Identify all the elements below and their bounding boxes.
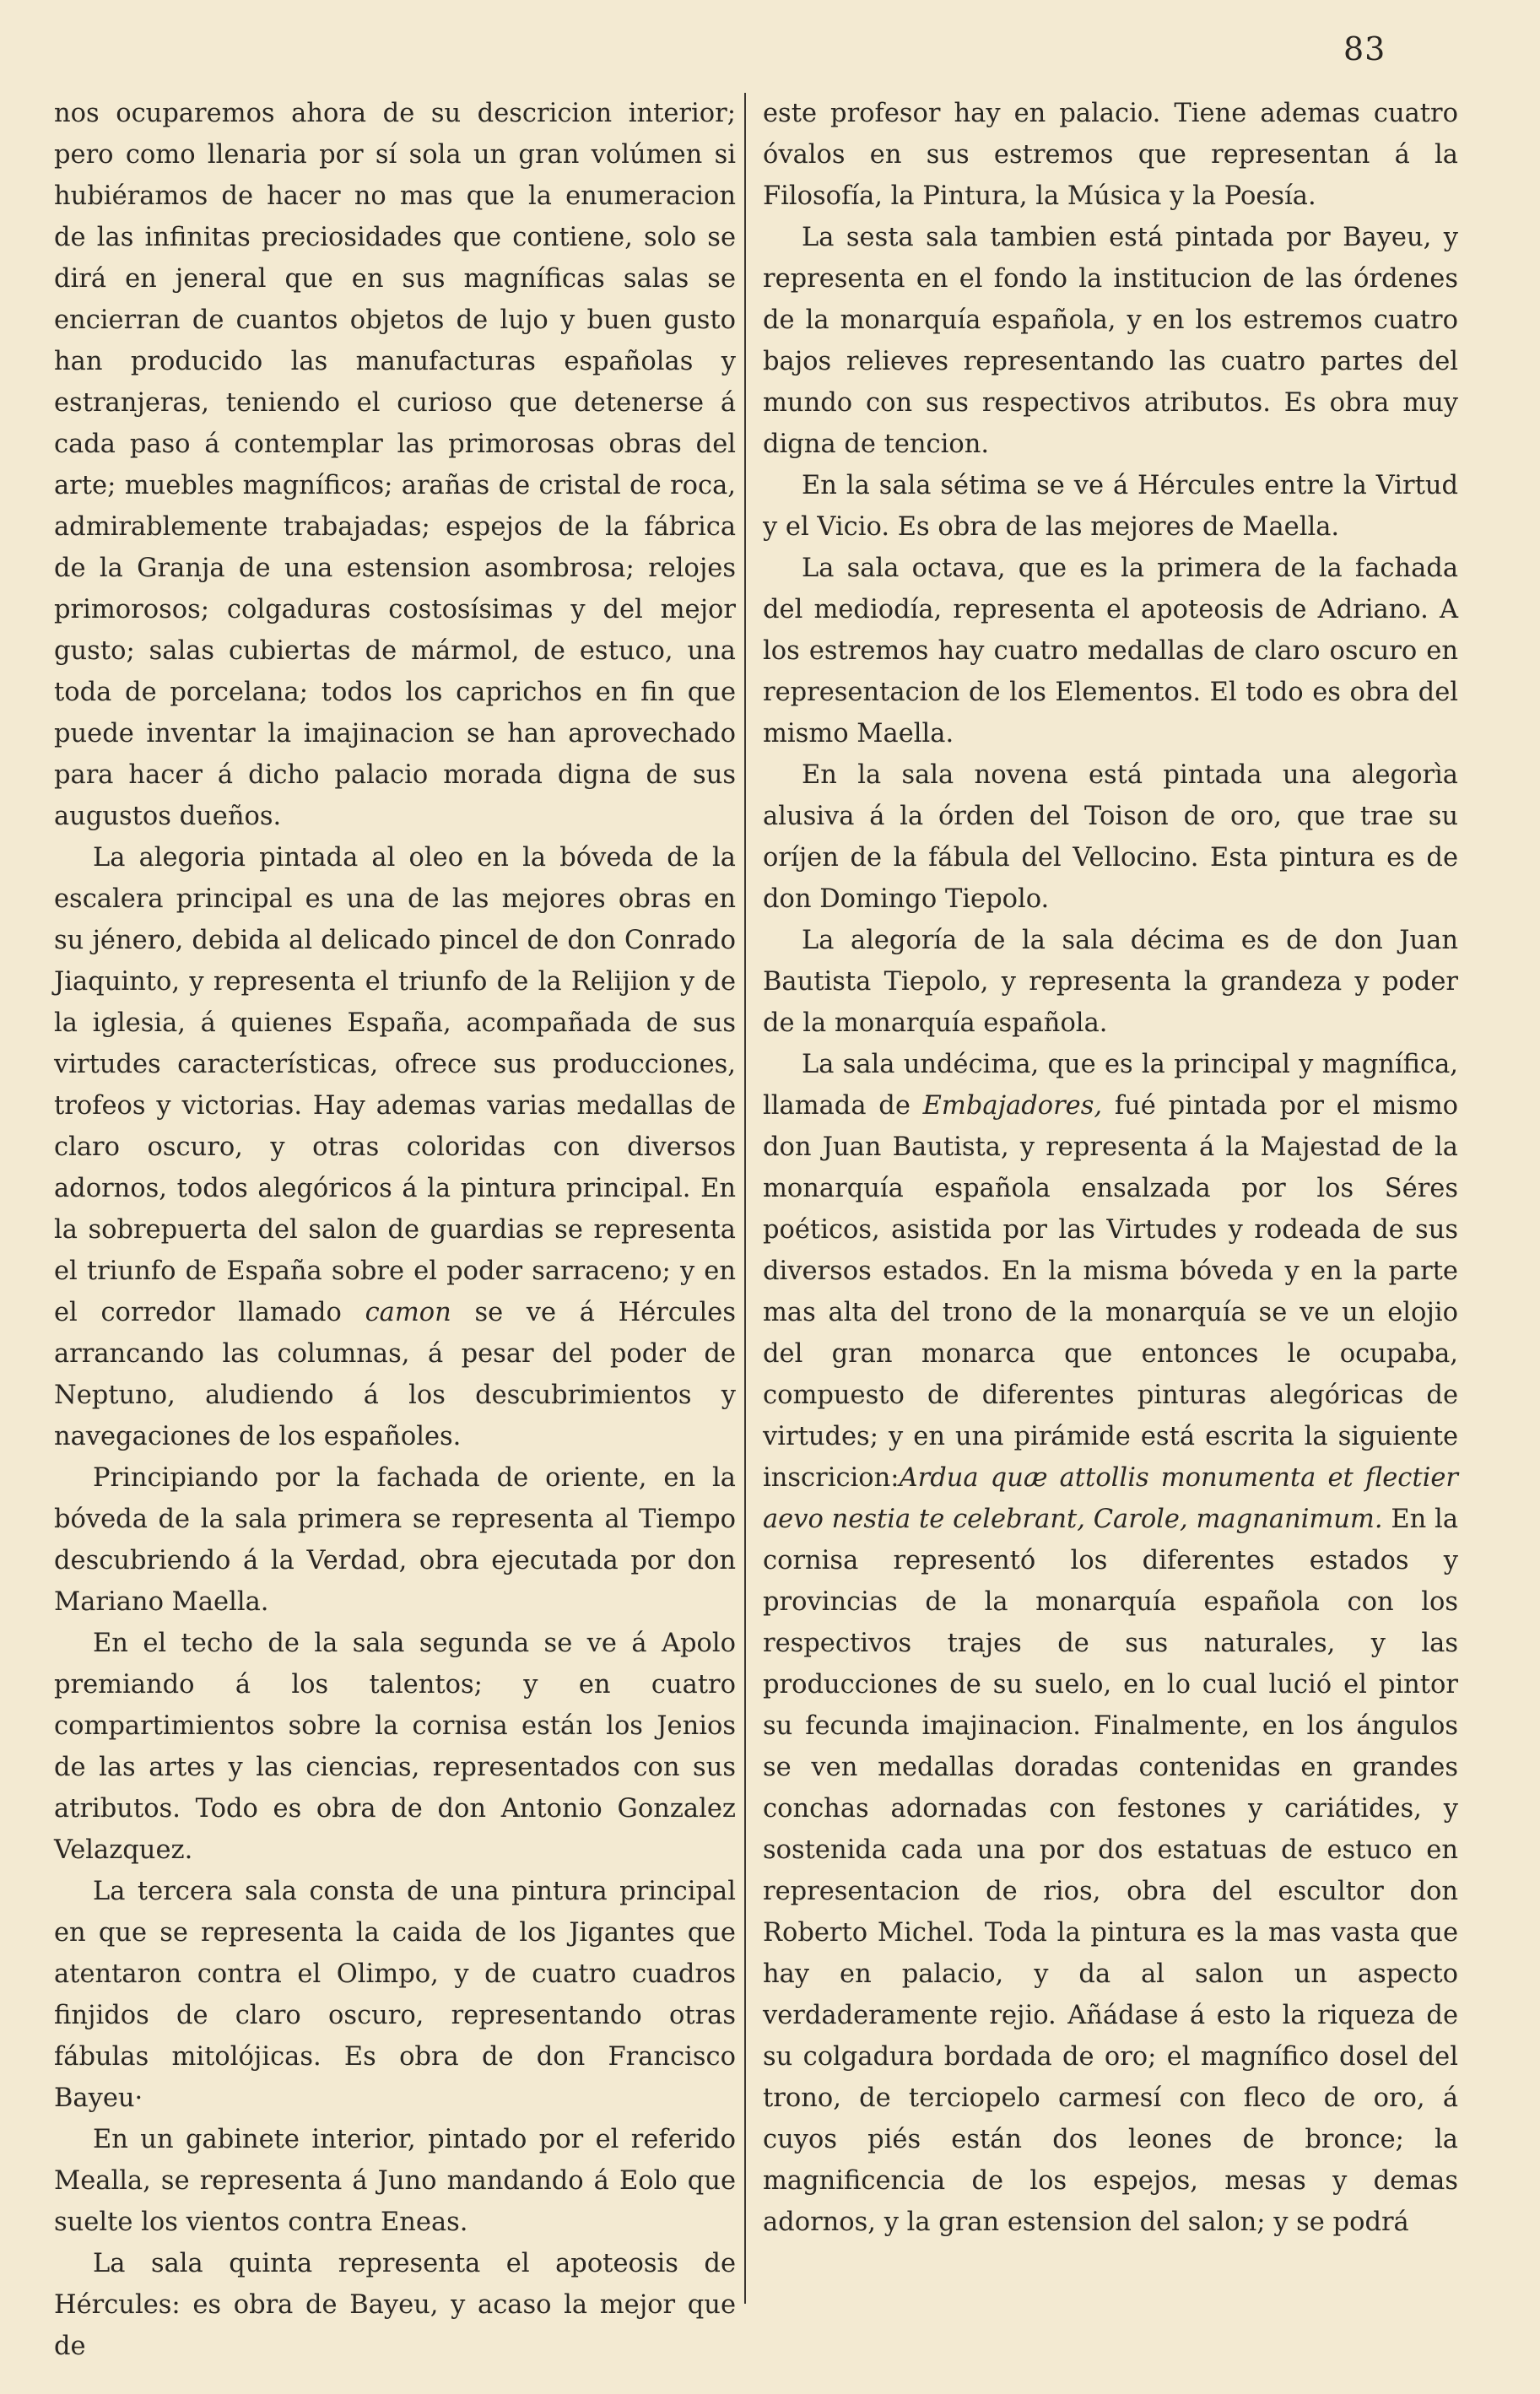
paragraph: este profesor hay en palacio. Tiene ademas cuatro óvalos en sus estremos que representan á la Filosofía, la Pintura, la Música y la Poesía. — [763, 99, 1458, 211]
page-number: 83 — [1343, 30, 1386, 68]
paragraph: En un gabinete interior, pintado por el referido Mealla, se representa á Juno mandando á Eolo que suelte los vientos contra Eneas. — [54, 2125, 736, 2237]
paragraph: En la sala sétima se ve á Hércules entre la Virtud y el Vicio. Es obra de las mejores de Maella. — [763, 471, 1458, 542]
paragraph: En la sala novena está pintada una alegorìa alusiva á la órden del Toison de oro, que trae su oríjen de la fábula del Vellocino. Esta pintura es de don Domingo Tiepolo. — [763, 760, 1458, 914]
italic-term: Embajadores, — [922, 1091, 1103, 1121]
italic-term: camon — [365, 1298, 451, 1327]
paragraph — [763, 1044, 1458, 2243]
right-column — [763, 93, 1458, 2304]
text-run: La alegoria pintada al oleo en la bóveda de la escalera principal es una de las mejores obras en su jénero, debida al delicado pincel de don Conrado Jiaquinto, y representa el triunfo de la Relijion y de la iglesia, á quienes España, acompañada de sus virtudes características, ofrece sus producciones, trofeos y victorias. Hay ademas varias medallas de claro oscuro, y otras coloridas con diversos adornos, todos alegóricos á la pintura principal. En la sobrepuerta del salon de guardias se representa el triunfo de España sobre el poder sarraceno; y en el corredor llamado — [54, 843, 736, 1327]
paragraph: nos ocuparemos ahora de su descricion interior; pero como llenaria por sí sola un gran volúmen si hubiéramos de hacer no mas que la enumeracion de las infinitas preciosidades que contiene, solo se dirá en jeneral que en sus magníficas salas se encierran de cuantos objetos de lujo y buen gusto han producido las manufacturas españolas y estranjeras, teniendo el curioso que detenerse á cada paso á contemplar las primorosas obras del arte; muebles magníficos; arañas de cristal de roca, admirablemente trabajadas; espejos de la fábrica de la Granja de una estension asombrosa; relojes primorosos; colgaduras costosísimas y del mejor gusto; salas cubiertas de mármol, de estuco, una toda de porcelana; todos los caprichos en fin que puede inventar la imajinacion se han aprovechado para hacer á dicho palacio morada digna de sus augustos dueños. — [54, 99, 736, 831]
text-run: En la cornisa representó los diferentes estados y provincias de la monarquía española con los respectivos trajes de sus naturales, y las producciones de su suelo, en lo cual lució el pintor su fecunda imajinacion. Finalmente, en los ángulos se ven medallas doradas contenidas en grandes conchas adornadas con festones y cariátides, y sostenida cada una por dos estatuas de estuco en representacion de rios, obra del escultor don Roberto Michel. Toda la pintura es la mas vasta que hay en palacio, y da al salon un aspecto verdaderamente rejio. Añádase á esto la riqueza de su colgadura bordada de oro; el magnífico dosel del trono, de terciopelo carmesí con fleco de oro, á cuyos piés están dos leones de bronce; la magnificencia de los espejos, mesas y demas adornos, y la gran estension del salon; y se podrá — [763, 1505, 1458, 2237]
text-run: se ve á Hércules arrancando las columnas, á pesar del poder de Neptuno, aludiendo á los descubrimientos y navegaciones de los españoles. — [54, 1298, 736, 1451]
left-column — [54, 93, 746, 2361]
text-run: La sala undécima, que es la principal y magnífica, llamada de — [763, 1050, 1458, 1121]
paragraph: La tercera sala consta de una pintura principal en que se representa la caida de los Jigantes que atentaron contra el Olimpo, y de cuatro cuadros finjidos de claro oscuro, representando otras fábulas mitolójicas. Es obra de don Francisco Bayeu· — [54, 1877, 736, 2113]
paragraph: La alegoría de la sala décima es de don Juan Bautista Tiepolo, y representa la grandeza y poder de la monarquía española. — [763, 926, 1458, 1038]
text-run: fué pintada por el mismo don Juan Bautista, y representa á la Majestad de la monarquía española ensalzada por los Séres poéticos, asistida por las Virtudes y rodeada de sus diversos estados. En la misma bóveda y en la parte mas alta del trono de la monarquía se ve un elojio del gran monarca que entonces le ocupaba, compuesto de diferentes pinturas alegóricas de virtudes; y en una pirámide está escrita la siguiente inscricion: — [763, 1091, 1458, 1493]
paragraph: La sesta sala tambien está pintada por Bayeu, y representa en el fondo la institucion de las órdenes de la monarquía española, y en los estremos cuatro bajos relieves representando las cuatro partes del mundo con sus respectivos atributos. Es obra muy digna de tencion. — [763, 223, 1458, 459]
latin-inscription: Ardua quæ attollis monumenta et flectier aevo nestia te celebrant, Carole, magnanimum. — [763, 1463, 1458, 1534]
paragraph: La sala octava, que es la primera de la fachada del mediodía, representa el apoteosis de Adriano. A los estremos hay cuatro medallas de claro oscuro en representacion de los Elementos. El todo es obra del mismo Maella. — [763, 554, 1458, 748]
paragraph: La sala quinta representa el apoteosis de Hércules: es obra de Bayeu, y acaso la mejor que de — [54, 2249, 736, 2361]
paragraph: Principiando por la fachada de oriente, en la bóveda de la sala primera se representa al Tiempo descubriendo á la Verdad, obra ejecutada por don Mariano Maella. — [54, 1463, 736, 1617]
paragraph — [54, 837, 736, 1457]
paragraph: En el techo de la sala segunda se ve á Apolo premiando á los talentos; y en cuatro compartimientos sobre la cornisa están los Jenios de las artes y las ciencias, representados con sus atributos. Todo es obra de don Antonio Gonzalez Velazquez. — [54, 1629, 736, 1865]
